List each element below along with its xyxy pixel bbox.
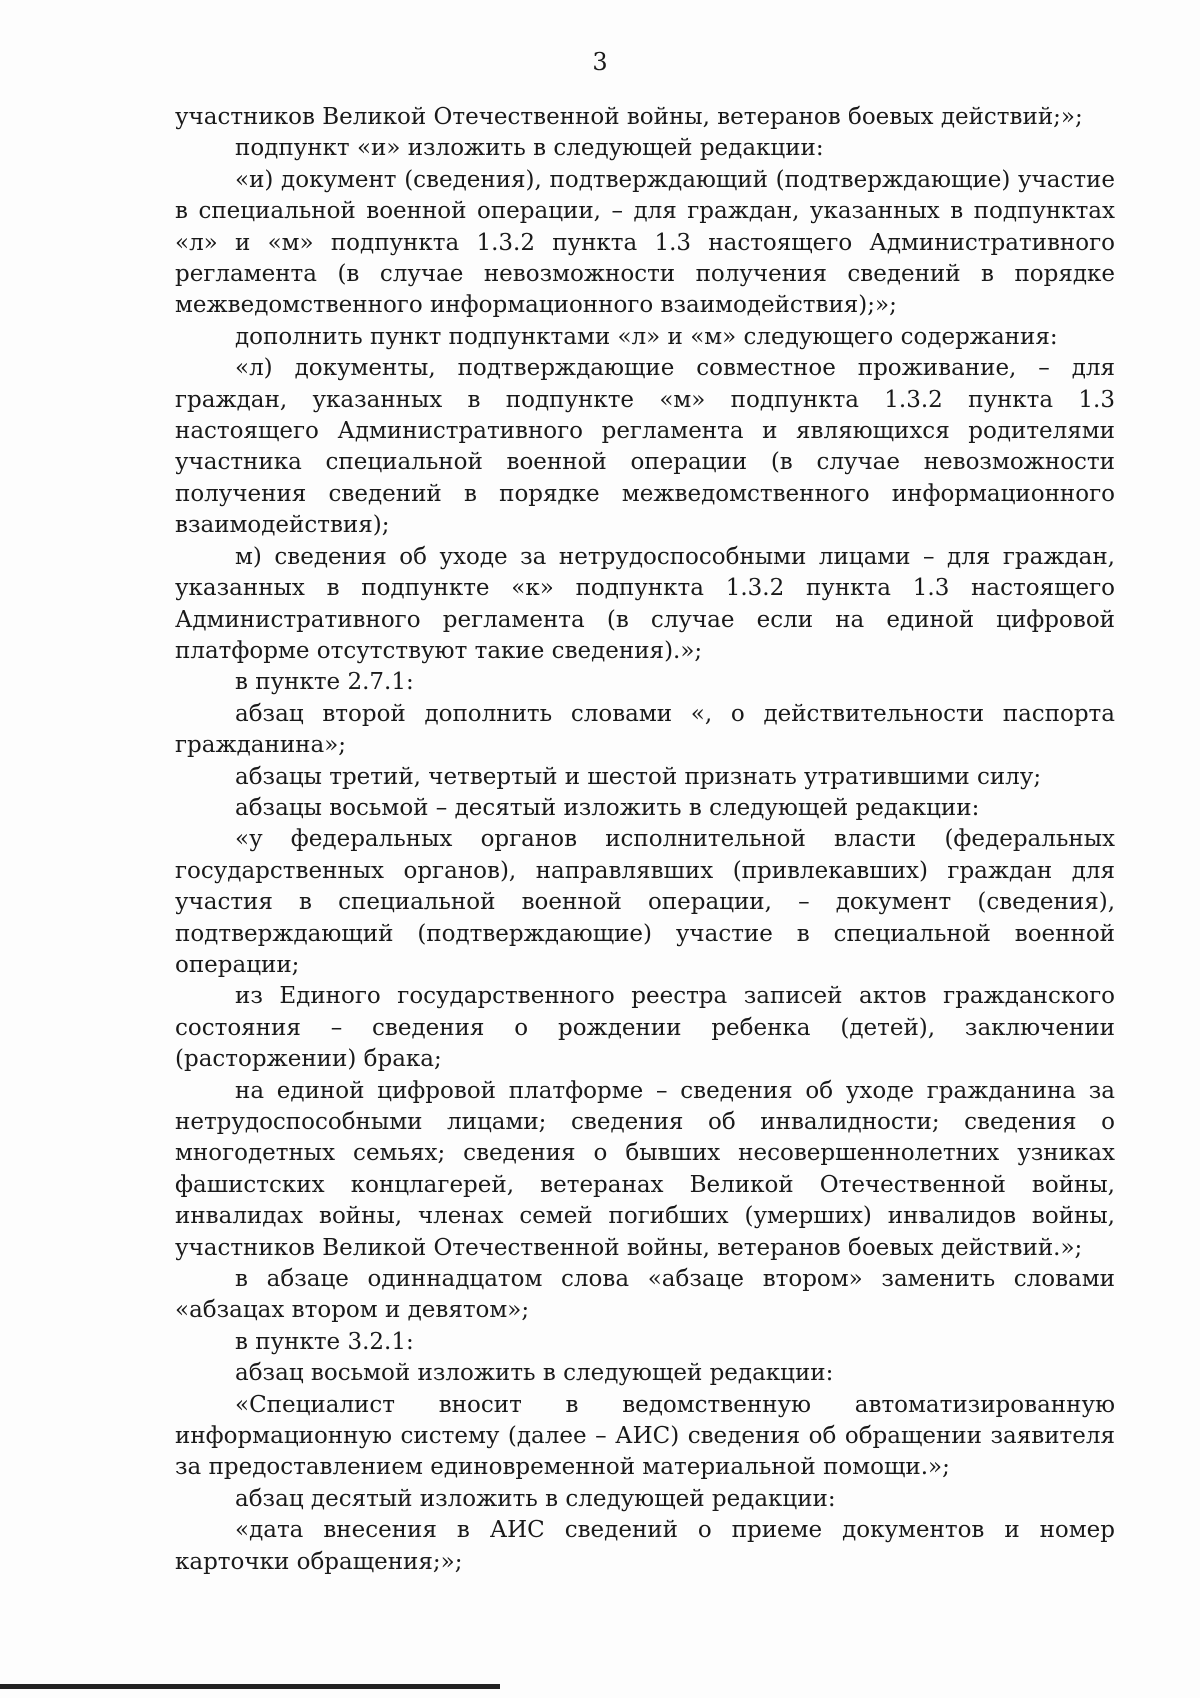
paragraph: подпункт «и» изложить в следующей редакции: — [235, 135, 824, 162]
paragraph: абзац десятый изложить в следующей редакции: — [235, 1485, 836, 1512]
document-body — [175, 102, 1115, 1578]
paragraph: из Единого государственного реестра записей актов гражданского состояния – сведения о рождении ребенка (детей), заключении (расторжении) брака; — [175, 983, 1115, 1073]
paragraph: «Специалист вносит в ведомственную автоматизированную информационную систему (далее – АИС) сведения об обращении заявителя за предоставлением единовременной материальной помощи.»; — [175, 1391, 1115, 1481]
scan-edge-line — [0, 1684, 500, 1689]
paragraph: «л) документы, подтверждающие совместное проживание, – для граждан, указанных в подпункте «м» подпункта 1.3.2 пункта 1.3 настоящего Административного регламента и являющихся родителями участника специальной военной операции (в случае невозможности получения сведений в порядке межведомственного информационного взаимодействия); — [175, 355, 1115, 539]
paragraph: дополнить пункт подпунктами «л» и «м» следующего содержания: — [235, 323, 1058, 350]
paragraph: абзацы восьмой – десятый изложить в следующей редакции: — [235, 794, 980, 821]
paragraph: абзац восьмой изложить в следующей редакции: — [235, 1360, 834, 1387]
paragraph: в пункте 3.2.1: — [235, 1328, 414, 1355]
page-number: 3 — [592, 48, 608, 76]
paragraph: абзац второй дополнить словами «, о действительности паспорта гражданина»; — [175, 700, 1115, 759]
paragraph: в пункте 2.7.1: — [235, 669, 414, 696]
paragraph: м) сведения об уходе за нетрудоспособными лицами – для граждан, указанных в подпункте «к» подпункта 1.3.2 пункта 1.3 настоящего Административного регламента (в случае если на единой цифровой платформе отсутствуют такие сведения).»; — [175, 543, 1115, 664]
paragraph: в абзаце одиннадцатом слова «абзаце втором» заменить словами «абзацах втором и девятом»; — [175, 1266, 1115, 1324]
paragraph: участников Великой Отечественной войны, ветеранов боевых действий;»; — [175, 104, 1083, 130]
paragraph: на единой цифровой платформе – сведения об уходе гражданина за нетрудоспособными лицами; сведения об инвалидности; сведения о многодетных семьях; сведения о бывших несовершеннолетних узниках фашистских концлагерей, ветеранах Великой Отечественной войны, инвалидах войны, членах семей погибших (умерших) инвалидов войны, участников Великой Отечественной войны, ветеранов боевых действий.»; — [175, 1077, 1115, 1261]
paragraph: «и) документ (сведения), подтверждающий (подтверждающие) участие в специальной военной операции, – для граждан, указанных в подпунктах «л» и «м» подпункта 1.3.2 пункта 1.3 настоящего Административного регламента (в случае невозможности получения сведений в порядке межведомственного информационного взаимодействия);»; — [175, 166, 1115, 319]
paragraph: абзацы третий, четвертый и шестой признать утратившими силу; — [235, 763, 1042, 790]
paragraph: «у федеральных органов исполнительной власти (федеральных государственных органов), направлявших (привлекавших) граждан для участия в специальной военной операции, – документ (сведения), подтверждающий (подтверждающие) участие в специальной военной операции; — [175, 826, 1115, 978]
paragraph: «дата внесения в АИС сведений о приеме документов и номер карточки обращения;»; — [175, 1517, 1115, 1575]
